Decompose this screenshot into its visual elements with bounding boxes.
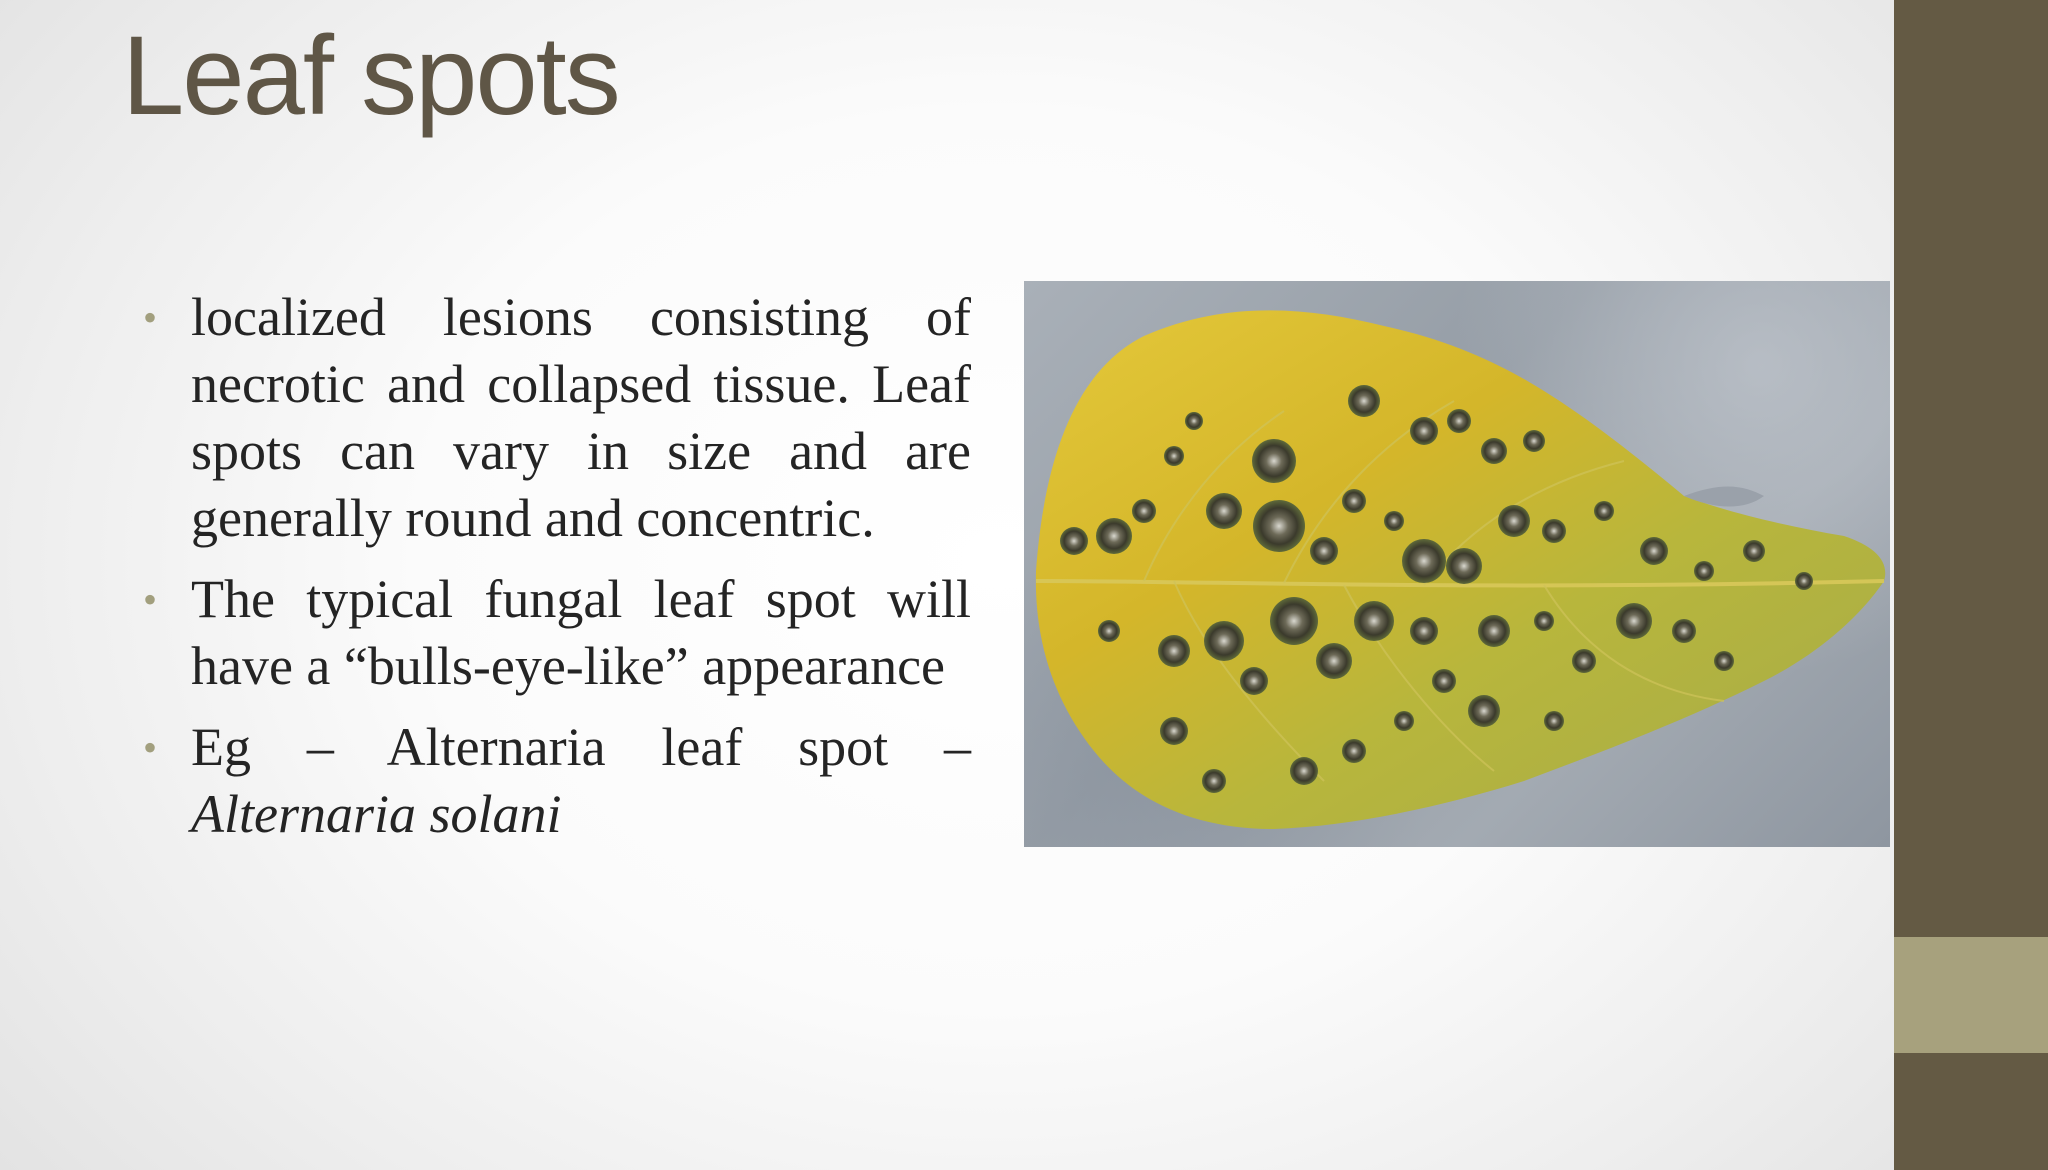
bullet-list: [143, 284, 971, 862]
leaf-illustration: [1024, 281, 1890, 847]
bullet-icon: •: [143, 295, 158, 340]
bullet-icon: •: [143, 725, 158, 770]
bullet-item: [143, 714, 971, 848]
leaf-spot-photo: [1024, 281, 1890, 847]
bullet-text: The typical fungal leaf spot will have a “bulls-eye-like” appearance: [191, 569, 971, 696]
side-decoration-accent: [1894, 937, 2048, 1053]
bullet-text: Eg – Alternaria leaf spot –: [191, 717, 971, 777]
bullet-icon: •: [143, 577, 158, 622]
bullet-text: localized lesions consisting of necrotic and collapsed tissue. Leaf spots can vary in size and are generally round and concentric.: [191, 287, 971, 548]
bullet-item: [143, 284, 971, 552]
species-name: Alternaria solani: [191, 784, 562, 844]
bullet-item: [143, 566, 971, 700]
slide-title: Leaf spots: [122, 13, 619, 138]
